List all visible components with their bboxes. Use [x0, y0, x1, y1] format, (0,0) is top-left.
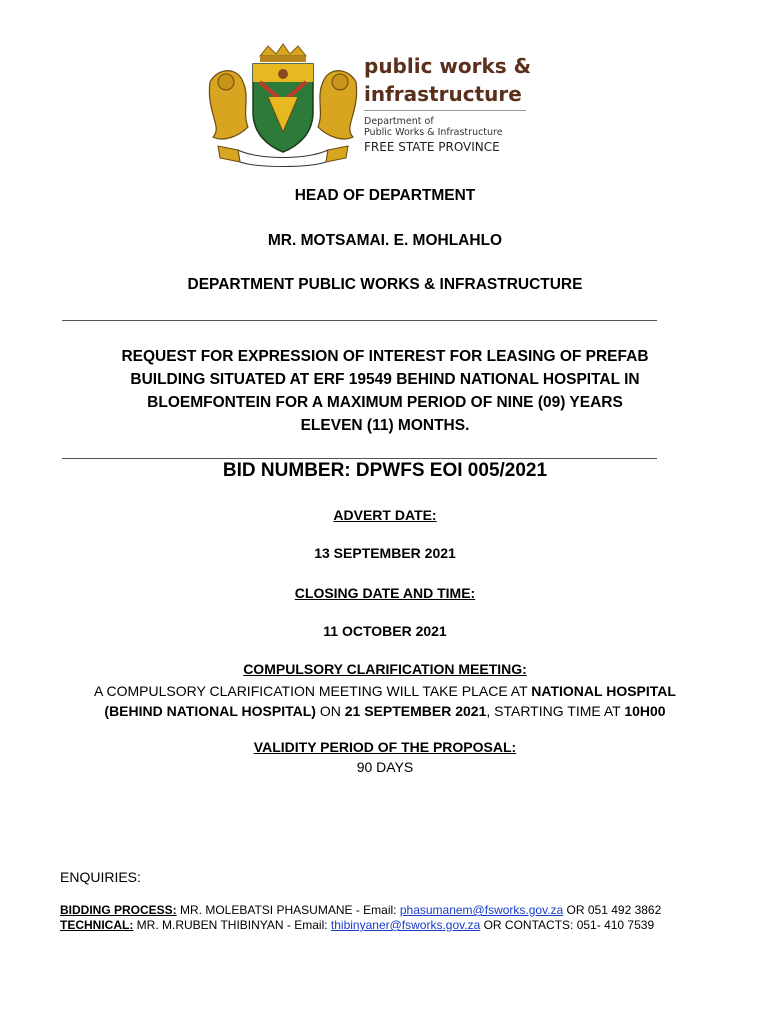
- meeting-venue-note: (BEHIND NATIONAL HOSPITAL): [104, 703, 316, 719]
- bidding-process-label: BIDDING PROCESS:: [60, 903, 177, 917]
- enquiries-bidding: [60, 903, 661, 917]
- request-line-4: ELEVEN (11) MONTHS.: [300, 417, 470, 434]
- meeting-text-1: A COMPULSORY CLARIFICATION MEETING WILL TAKE PLACE AT: [94, 683, 532, 699]
- enquiries-technical: [60, 918, 654, 932]
- request-title: [0, 345, 770, 437]
- request-line-3: BLOEMFONTEIN FOR A MAXIMUM PERIOD OF NINE (09) YEARS: [147, 394, 623, 411]
- bidding-phone: OR 051 492 3862: [563, 903, 662, 917]
- advert-date-label: ADVERT DATE:: [333, 507, 437, 523]
- technical-contact: MR. M.RUBEN THIBINYAN - Email:: [133, 918, 331, 932]
- closing-date-value: 11 OCTOBER 2021: [323, 623, 447, 639]
- enquiries-title: ENQUIRIES:: [60, 869, 141, 885]
- technical-phone: OR CONTACTS: 051- 410 7539: [480, 918, 655, 932]
- request-line-2: BUILDING SITUATED AT ERF 19549 BEHIND NATIONAL HOSPITAL IN: [130, 371, 640, 388]
- validity-value: 90 DAYS: [356, 759, 414, 775]
- logo-province: FREE STATE PROVINCE: [364, 140, 500, 154]
- meeting-line-2: [0, 701, 770, 721]
- bid-number: BID NUMBER: DPWFS EOI 005/2021: [222, 460, 548, 481]
- logo-divider: [364, 110, 526, 111]
- meeting-label: COMPULSORY CLARIFICATION MEETING:: [243, 661, 527, 677]
- technical-label: TECHNICAL:: [60, 918, 134, 932]
- logo-sub-1: Department of: [364, 116, 434, 127]
- logo-sub-2: Public Works & Infrastructure: [364, 127, 503, 138]
- meeting-date: 21 SEPTEMBER 2021: [344, 703, 487, 719]
- hod-name: MR. MOTSAMAI. E. MOHLAHLO: [267, 232, 503, 249]
- bidding-email-link[interactable]: phasumanem@fsworks.gov.za: [399, 903, 564, 917]
- divider-2: [62, 458, 657, 459]
- advert-date-value: 13 SEPTEMBER 2021: [314, 545, 456, 561]
- meeting-time: 10H00: [624, 703, 666, 719]
- closing-date-label: CLOSING DATE AND TIME:: [294, 585, 476, 601]
- technical-email-link[interactable]: thibinyaner@fsworks.gov.za: [330, 918, 481, 932]
- meeting-venue: NATIONAL HOSPITAL: [531, 683, 676, 699]
- request-line-1: REQUEST FOR EXPRESSION OF INTEREST FOR LEASING OF PREFAB: [121, 348, 649, 365]
- validity-label: VALIDITY PERIOD OF THE PROPOSAL:: [253, 739, 517, 755]
- meeting-text-2: ON: [315, 703, 345, 719]
- meeting-line-1: [0, 681, 770, 701]
- department-logo: [198, 42, 538, 167]
- divider-1: [62, 320, 657, 321]
- meeting-details: [0, 681, 770, 721]
- logo-line-1: public works &: [364, 54, 532, 78]
- head-of-department: HEAD OF DEPARTMENT: [294, 187, 476, 204]
- coat-of-arms-icon: [198, 42, 368, 167]
- department-name: DEPARTMENT PUBLIC WORKS & INFRASTRUCTURE: [187, 276, 583, 293]
- meeting-text-3: , STARTING TIME AT: [486, 703, 625, 719]
- bidding-contact: MR. MOLEBATSI PHASUMANE - Email:: [176, 903, 400, 917]
- logo-line-2: infrastructure: [364, 82, 522, 106]
